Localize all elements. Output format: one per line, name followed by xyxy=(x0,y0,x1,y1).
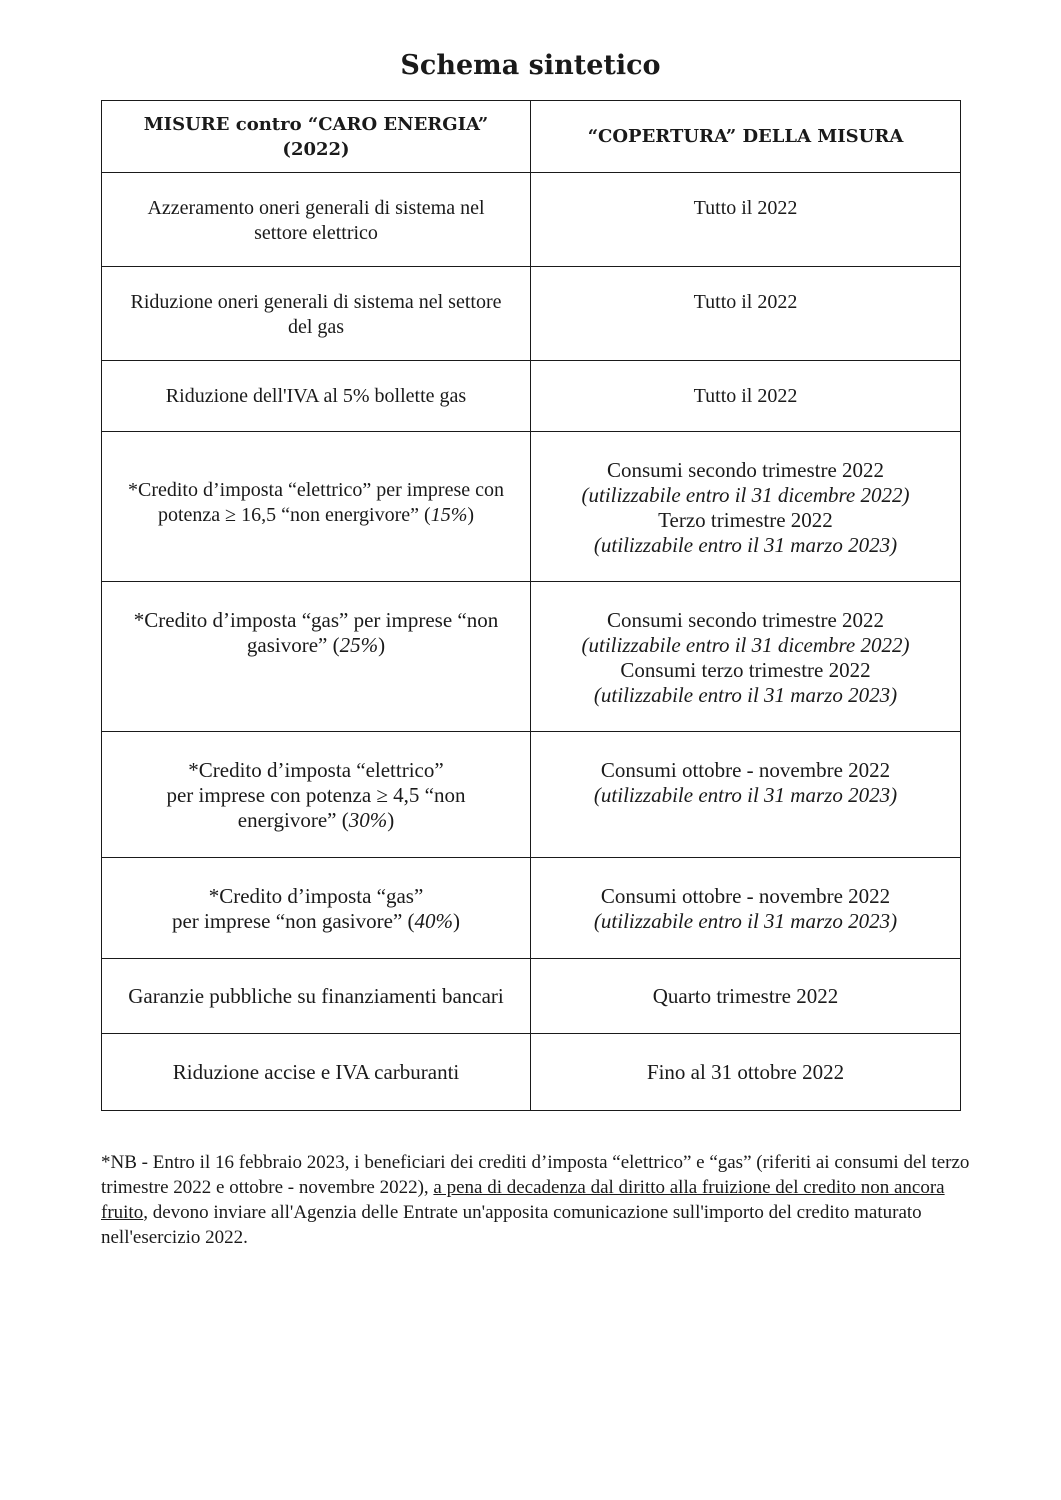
measure-cell: *Credito d’imposta “gas” per imprese “non gasivore” (25%) xyxy=(102,582,531,732)
measure-cell: Riduzione oneri generali di sistema nel settore del gas xyxy=(102,267,531,361)
table-row xyxy=(102,432,961,582)
table-row xyxy=(102,732,961,858)
table-header-row xyxy=(102,101,961,173)
coverage-cell: Fino al 31 ottobre 2022 xyxy=(531,1034,961,1111)
measure-cell: Riduzione dell'IVA al 5% bollette gas xyxy=(102,361,531,432)
coverage-cell: Consumi ottobre - novembre 2022 (utilizzabile entro il 31 marzo 2023) xyxy=(531,732,961,858)
header-measures: MISURE contro “CARO ENERGIA” (2022) xyxy=(102,101,531,173)
table-row xyxy=(102,267,961,361)
measure-cell: Garanzie pubbliche su finanziamenti bancari xyxy=(102,959,531,1034)
coverage-cell: Consumi secondo trimestre 2022 (utilizzabile entro il 31 dicembre 2022) Consumi terzo trimestre 2022 (utilizzabile entro il 31 marzo 2023) xyxy=(531,582,961,732)
measure-cell: Azzeramento oneri generali di sistema nel settore elettrico xyxy=(102,173,531,267)
coverage-cell: Consumi secondo trimestre 2022 (utilizzabile entro il 31 dicembre 2022) Terzo trimestre 2022 (utilizzabile entro il 31 marzo 2023) xyxy=(531,432,961,582)
header-coverage: “COPERTURA” DELLA MISURA xyxy=(531,101,961,173)
table-row xyxy=(102,858,961,959)
measures-table xyxy=(101,100,961,1111)
table-row xyxy=(102,361,961,432)
footnote-text-end: , devono inviare all'Agenzia delle Entrate un'apposita comunicazione sull'importo del credito maturato nell'esercizio 2022. xyxy=(101,1202,922,1248)
measure-cell: Riduzione accise e IVA carburanti xyxy=(102,1034,531,1111)
measure-cell: *Credito d’imposta “elettrico” per imprese con potenza ≥ 16,5 “non energivore” (15%) xyxy=(102,432,531,582)
coverage-cell: Consumi ottobre - novembre 2022 (utilizzabile entro il 31 marzo 2023) xyxy=(531,858,961,959)
table-row xyxy=(102,959,961,1034)
coverage-cell: Tutto il 2022 xyxy=(531,173,961,267)
table-row xyxy=(102,1034,961,1111)
measure-cell: *Credito d’imposta “elettrico” per imprese con potenza ≥ 4,5 “non energivore” (30%) xyxy=(102,732,531,858)
coverage-cell: Quarto trimestre 2022 xyxy=(531,959,961,1034)
table-row xyxy=(102,582,961,732)
coverage-cell: Tutto il 2022 xyxy=(531,361,961,432)
page-title: Schema sintetico xyxy=(400,50,661,81)
coverage-cell: Tutto il 2022 xyxy=(531,267,961,361)
table-row xyxy=(102,173,961,267)
footnote-underlined-text: a pena di decadenza dal diritto alla fruizione del credito non ancora fruito xyxy=(101,1177,945,1223)
measure-cell: *Credito d’imposta “gas” per imprese “non gasivore” (40%) xyxy=(102,858,531,959)
footnote xyxy=(101,1150,971,1250)
footnote-text-start: *NB - Entro il 16 febbraio 2023, i beneficiari dei crediti d’imposta “elettrico” e “gas” (riferiti ai consumi del terzo trimestre 2022 e ottobre - novembre 2022), xyxy=(101,1152,970,1198)
